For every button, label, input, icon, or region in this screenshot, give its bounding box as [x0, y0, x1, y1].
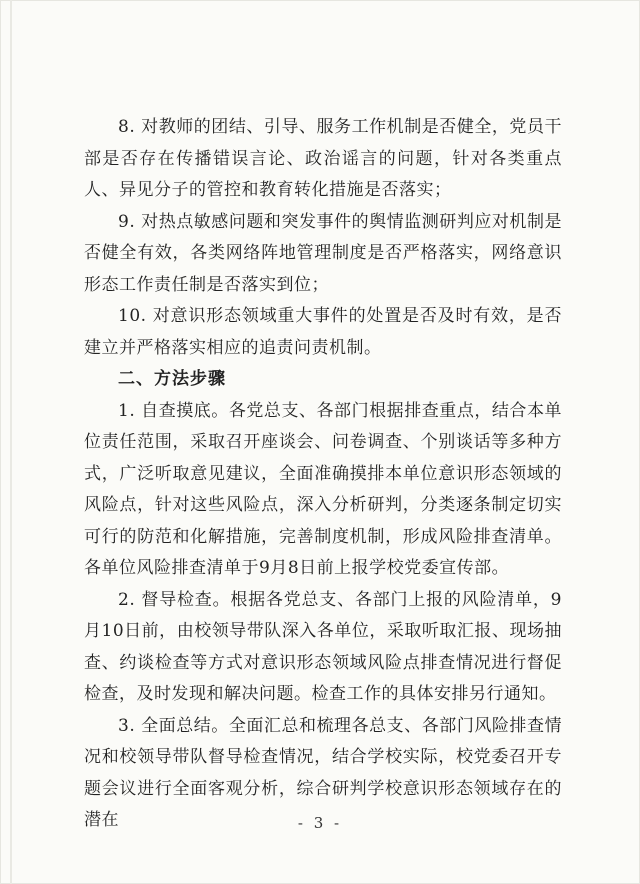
- list-item-8: 8. 对教师的团结、引导、服务工作机制是否健全，党员干部是否存在传播错误言论、政治谣言的问题，针对各类重点人、异见分子的管控和教育转化措施是否落实；: [84, 117, 562, 200]
- list-item-9: 9. 对热点敏感问题和突发事件的舆情监测研判应对机制是否健全有效，各类网络阵地管理制度是否严格落实，网络意识形态工作责任制是否落实到位；: [84, 211, 562, 295]
- section-heading: 二、方法步骤: [118, 369, 226, 389]
- list-item-10: 10. 对意识形态领域重大事件的处置是否及时有效，是否建立并严格落实相应的追责问责机制。: [84, 306, 562, 358]
- page-number: - 3 -: [297, 814, 343, 832]
- step-2-paragraph: 2. 督导检查。根据各党总支、各部门上报的风险清单，9月10日前，由校领导带队深入各单位，采取听取汇报、现场抽查、约谈检查等方式对意识形态领域风险点排查情况进行督促检查，及时发现和解决问题。检查工作的具体安排另行通知。: [84, 589, 562, 704]
- scan-edge: [10, 0, 12, 884]
- step-1-paragraph: 1. 自查摸底。各党总支、各部门根据排查重点，结合本单位责任范围，采取召开座谈会、问卷调查、个别谈话等多种方式，广泛听取意见建议，全面准确摸排本单位意识形态领域的风险点，针对这些风险点，深入分析研判，分类逐条制定切实可行的防范和化解措施，完善制度机制，形成风险排查清单。各单位风险排查清单于9月8日前上报学校党委宣传部。: [84, 400, 562, 578]
- document-body: [84, 112, 562, 837]
- step-3-paragraph: 3. 全面总结。全面汇总和梳理各总支、各部门风险排查情况和校领导带队督导检查情况，结合学校实际，校党委召开专题会议进行全面客观分析，综合研判学校意识形态领域存在的潜在: [84, 715, 562, 830]
